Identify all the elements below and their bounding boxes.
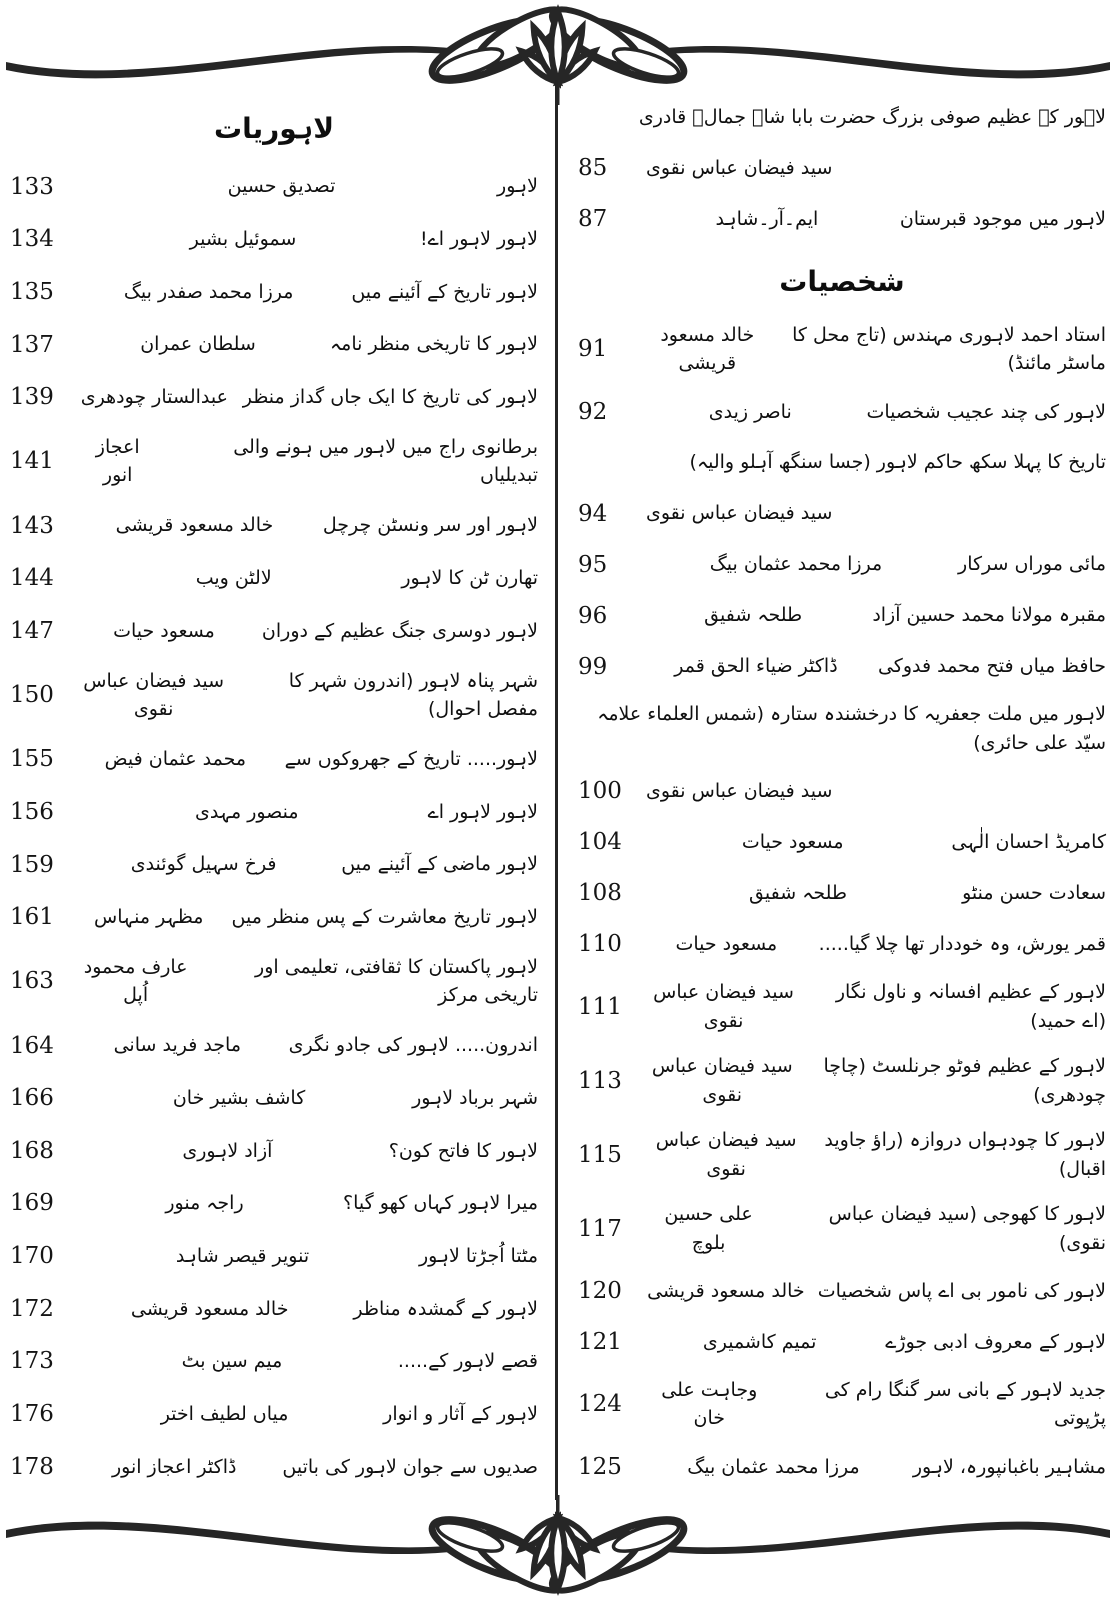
entry-author: سید فیضان عباس نقوی xyxy=(653,981,794,1032)
entry-page: 99 xyxy=(578,653,608,680)
entry-page: 133 xyxy=(10,173,54,200)
entry-author: عارف محمود اُپل xyxy=(83,955,188,1007)
entry-title: لاہور کا فاتح کون؟ xyxy=(388,1139,538,1162)
entry-page: 150 xyxy=(10,682,54,709)
toc-row xyxy=(10,1344,538,1378)
entry-title: لاہور کی چند عجیب شخصیات xyxy=(866,400,1106,423)
entry-title: مائی موراں سرکار xyxy=(958,553,1106,576)
entry-title: لاہور میں موجود قبرستان xyxy=(899,207,1106,230)
entry-title: شہر برباد لاہور xyxy=(412,1086,538,1109)
entry-title: استاد احمد لاہوری مہندس (تاج محل کا ماسٹر مائنڈ) xyxy=(792,323,1106,375)
entry-title: لاہور کے عظیم افسانہ و ناول نگار (اے حمید) xyxy=(835,981,1106,1032)
entry-title: لاہور..... تاریخ کے جھروکوں سے xyxy=(284,747,538,770)
toc-row xyxy=(578,599,1106,633)
toc-row xyxy=(578,202,1106,236)
toc-row xyxy=(10,561,538,595)
toc-row xyxy=(578,100,1106,134)
toc-row xyxy=(10,1397,538,1431)
section-heading: لاہوریات xyxy=(213,112,335,145)
toc-row xyxy=(578,876,1106,910)
toc-row xyxy=(10,433,538,490)
toc-row xyxy=(578,1274,1106,1308)
entry-page: 172 xyxy=(10,1295,54,1322)
entry-title: اندرون..... لاہور کی جادو نگری xyxy=(288,1034,538,1057)
toc-row xyxy=(578,1450,1106,1484)
entry-title: لاہور xyxy=(497,175,538,198)
toc-row xyxy=(578,151,1106,185)
entry-page: 166 xyxy=(10,1085,54,1112)
entry-author: خالد مسعود قریشی xyxy=(115,514,274,537)
entry-author: ڈاکٹر ضیاء الحق قمر xyxy=(674,655,838,678)
entry-author: سید فیضان عباس نقوی xyxy=(655,1129,797,1180)
entry-page: 141 xyxy=(10,448,54,475)
entry-author: خالد مسعود قریشی xyxy=(130,1297,289,1320)
entry-page: 104 xyxy=(578,829,622,856)
bottom-flourish-ornament xyxy=(0,1495,1116,1600)
entry-title: تاریخ کا پہلا سکھ حاکم لاہور (جسا سنگھ آہلو والیہ) xyxy=(689,451,1106,474)
toc-row xyxy=(578,395,1106,429)
toc-row xyxy=(578,774,1106,808)
toc-row xyxy=(578,446,1106,480)
entry-page: 96 xyxy=(578,602,608,629)
toc-row xyxy=(578,927,1106,961)
entry-title: لاہور لاہور اے xyxy=(427,800,538,823)
entry-page: 100 xyxy=(578,778,622,805)
toc-row xyxy=(10,1239,538,1273)
entry-title: لاہور کے معروف ادبی جوڑے xyxy=(885,1330,1106,1353)
entry-page: 176 xyxy=(10,1401,54,1428)
entry-page: 134 xyxy=(10,226,54,253)
entry-page: 168 xyxy=(10,1137,54,1164)
entry-page: 95 xyxy=(578,551,608,578)
toc-row xyxy=(10,900,538,934)
toc-row xyxy=(578,650,1106,684)
entry-page: 143 xyxy=(10,512,54,539)
entry-author: میاں لطیف اختر xyxy=(160,1402,289,1425)
entry-author: میم سین بٹ xyxy=(181,1350,283,1373)
entry-title: لاہور میں ملت جعفریہ کا درخشندہ ستارہ (شمس العلماء علامہ سیّد علی حائری) xyxy=(597,703,1106,754)
entry-author: سید فیضان عباس نقوی xyxy=(646,156,833,179)
entry-author: آزاد لاہوری xyxy=(182,1139,273,1162)
entry-title: قمر یورش، وہ خوددار تھا چلا گیا..... xyxy=(818,933,1106,956)
entry-title: قصے لاہور کے..... xyxy=(397,1350,538,1373)
entry-title: لاہور تاریخ معاشرت کے پس منظر میں xyxy=(231,905,538,928)
entry-title: لاہور کا چودہواں دروازہ (راؤ جاوید اقبال) xyxy=(824,1129,1106,1180)
entry-page: 124 xyxy=(578,1391,622,1418)
entry-title: مٹتا اُجڑتا لاہور xyxy=(418,1244,538,1267)
entry-title: صدیوں سے جوان لاہور کی باتیں xyxy=(282,1455,538,1478)
toc-row xyxy=(578,1376,1106,1433)
entry-page: 125 xyxy=(578,1453,622,1480)
toc-row xyxy=(10,795,538,829)
toc-row xyxy=(10,275,538,309)
entry-author: سید فیضان عباس نقوی xyxy=(646,502,833,525)
entry-author: منصور مہدی xyxy=(195,800,299,823)
entry-page: 121 xyxy=(578,1329,622,1356)
toc-row xyxy=(578,978,1106,1035)
entry-author: مسعود حیات xyxy=(113,619,215,642)
entry-page: 147 xyxy=(10,617,54,644)
entry-title: برطانوی راج میں لاہور میں ہونے والی تبدیلیاں xyxy=(233,435,538,487)
entry-title: لاہور کا تاریخی منظر نامہ xyxy=(330,333,538,356)
entry-title: لاہور کی نامور بی اے پاس شخصیات xyxy=(817,1279,1106,1302)
entry-page: 113 xyxy=(578,1067,622,1094)
entry-page: 144 xyxy=(10,565,54,592)
entry-title: کامریڈ احسان الٰہی xyxy=(951,831,1106,854)
entry-title: میرا لاہور کہاں کھو گیا؟ xyxy=(343,1192,538,1215)
toc-row xyxy=(10,1081,538,1115)
entry-page: 94 xyxy=(578,500,608,527)
toc-row xyxy=(578,1200,1106,1257)
entry-author: تنویر قیصر شاہد xyxy=(175,1244,310,1267)
entry-author: ایم۔آر۔شاہد xyxy=(715,207,819,230)
entry-author: خالد مسعود قریشی xyxy=(647,1279,805,1302)
entry-author: فرخ سہیل گوئندی xyxy=(130,853,277,876)
entry-title: مقبرہ مولانا محمد حسین آزاد xyxy=(872,604,1106,627)
toc-row xyxy=(578,700,1106,757)
entry-author: مسعود حیات xyxy=(741,831,844,854)
toc-row xyxy=(10,380,538,414)
toc-row xyxy=(10,222,538,256)
entry-page: 155 xyxy=(10,746,54,773)
entry-title: مشاہیر باغبانپورہ، لاہور xyxy=(912,1455,1106,1478)
toc-row xyxy=(10,509,538,543)
entry-page: 169 xyxy=(10,1190,54,1217)
toc-row xyxy=(10,848,538,882)
entry-page: 156 xyxy=(10,798,54,825)
entry-page: 91 xyxy=(578,336,608,363)
entry-title: لاہور تاریخ کے آئینے میں xyxy=(351,280,538,303)
entry-author: اعجاز انور xyxy=(95,435,140,487)
toc-row xyxy=(578,1052,1106,1109)
toc-row xyxy=(578,1325,1106,1359)
entry-title: سعادت حسن منٹو xyxy=(962,882,1106,905)
entry-author: لالٹن ویب xyxy=(195,567,272,589)
toc-row xyxy=(578,497,1106,531)
entry-title: لاہور کی تاریخ کا ایک جاں گداز منظر xyxy=(242,386,538,409)
entry-title: لاہور کے گمشدہ مناظر xyxy=(353,1297,538,1320)
entry-author: مسعود حیات xyxy=(675,933,778,956)
toc-row xyxy=(10,667,538,724)
entry-author: طلحہ شفیق xyxy=(749,882,848,905)
toc-row xyxy=(578,1126,1106,1183)
entry-author: سید فیضان عباس نقوی xyxy=(83,669,225,721)
entry-author: خالد مسعود قریشی xyxy=(660,323,755,375)
entry-page: 92 xyxy=(578,398,608,425)
entry-page: 137 xyxy=(10,331,54,358)
entry-page: 87 xyxy=(578,205,608,232)
entry-title: تھارن ٹن کا لاہور xyxy=(401,567,538,589)
entry-page: 178 xyxy=(10,1453,54,1480)
entry-author: سموئیل بشیر xyxy=(189,228,297,251)
left-column xyxy=(10,100,538,1484)
toc-row xyxy=(578,321,1106,378)
entry-page: 111 xyxy=(578,993,622,1020)
entry-author: مرزا محمد صفدر بیگ xyxy=(123,280,294,303)
entry-author: تمیم کاشمیری xyxy=(702,1330,817,1353)
entry-page: 139 xyxy=(10,384,54,411)
entry-author: مرزا محمد عثمان بیگ xyxy=(687,1455,860,1478)
entry-page: 120 xyxy=(578,1278,622,1305)
entry-page: 108 xyxy=(578,880,622,907)
entry-author: عبدالستار چودھری xyxy=(80,386,228,409)
toc-row xyxy=(10,1029,538,1063)
toc-row xyxy=(10,328,538,362)
entry-author: علی حسین بلوچ xyxy=(664,1203,753,1254)
entry-page: 163 xyxy=(10,968,54,995)
entry-author: مظہر منہاس xyxy=(94,905,204,928)
entry-page: 110 xyxy=(578,931,622,958)
entry-author: طلحہ شفیق xyxy=(704,604,803,627)
entry-page: 161 xyxy=(10,904,54,931)
top-flourish-ornament xyxy=(0,0,1116,105)
entry-title: لاہور لاہور اے! xyxy=(419,228,538,251)
toc-row xyxy=(10,1292,538,1326)
entry-author: راجہ منور xyxy=(165,1192,244,1215)
toc-row xyxy=(578,548,1106,582)
entry-author: سید فیضان عباس نقوی xyxy=(646,780,833,803)
entry-author: تصدیق حسین xyxy=(227,175,336,198)
section-heading: شخصیات xyxy=(779,264,905,298)
toc-row xyxy=(578,825,1106,859)
entry-title: لاہور دوسری جنگ عظیم کے دوران xyxy=(261,619,538,642)
toc-row xyxy=(10,1134,538,1168)
toc-row xyxy=(10,170,538,204)
entry-page: 85 xyxy=(578,154,608,181)
entry-title: حافظ میاں فتح محمد فدوکی xyxy=(877,655,1106,678)
entry-page: 135 xyxy=(10,278,54,305)
toc-row xyxy=(10,1450,538,1484)
entry-title: لاہور ماضی کے آئینے میں xyxy=(341,853,538,876)
entry-title: لاہور کے عظیم فوٹو جرنلسٹ (چاچا چودھری) xyxy=(823,1055,1106,1106)
entry-page: 173 xyxy=(10,1348,54,1375)
toc-row xyxy=(10,953,538,1010)
entry-author: مرزا محمد عثمان بیگ xyxy=(709,553,883,576)
right-column xyxy=(578,100,1106,1484)
entry-title: لاہور کا کھوجی (سید فیضان عباس نقوی) xyxy=(828,1203,1106,1254)
entry-title: جدید لاہور کے بانی سر گنگا رام کی پڑپوتی xyxy=(824,1378,1106,1430)
toc-row xyxy=(10,742,538,776)
entry-title: لاہور پاکستان کا ثقافتی، تعلیمی اور تاریخی مرکز xyxy=(255,955,538,1007)
toc-row xyxy=(10,614,538,648)
entry-title: لاہور کے آثار و انوار xyxy=(383,1402,538,1425)
entry-author: کاشف بشیر خان xyxy=(172,1086,306,1109)
entry-author: وجاہت علی خان xyxy=(661,1378,758,1430)
entry-author: ناصر زیدی xyxy=(708,400,792,423)
entry-title: شہر پناہ لاہور (اندرون شہر کا مفصل احوال) xyxy=(288,669,538,721)
entry-title: لاہور کے عظیم صوفی بزرگ حضرت بابا شاہ جمالؒ قادری xyxy=(638,105,1106,128)
entry-author: محمد عثمان فیض xyxy=(104,747,247,770)
entry-page: 159 xyxy=(10,851,54,878)
entry-page: 115 xyxy=(578,1141,622,1168)
entry-author: ڈاکٹر اعجاز انور xyxy=(111,1455,237,1478)
entry-page: 170 xyxy=(10,1243,54,1270)
entry-title: لاہور اور سر ونسٹن چرچل xyxy=(322,514,538,537)
entry-author: سید فیضان عباس نقوی xyxy=(651,1055,793,1106)
entry-page: 164 xyxy=(10,1032,54,1059)
toc-content xyxy=(10,100,1106,1484)
entry-author: سلطان عمران xyxy=(140,333,256,356)
entry-page: 117 xyxy=(578,1215,622,1242)
toc-row xyxy=(10,1186,538,1220)
entry-author: ماجد فرید سانی xyxy=(113,1034,242,1057)
